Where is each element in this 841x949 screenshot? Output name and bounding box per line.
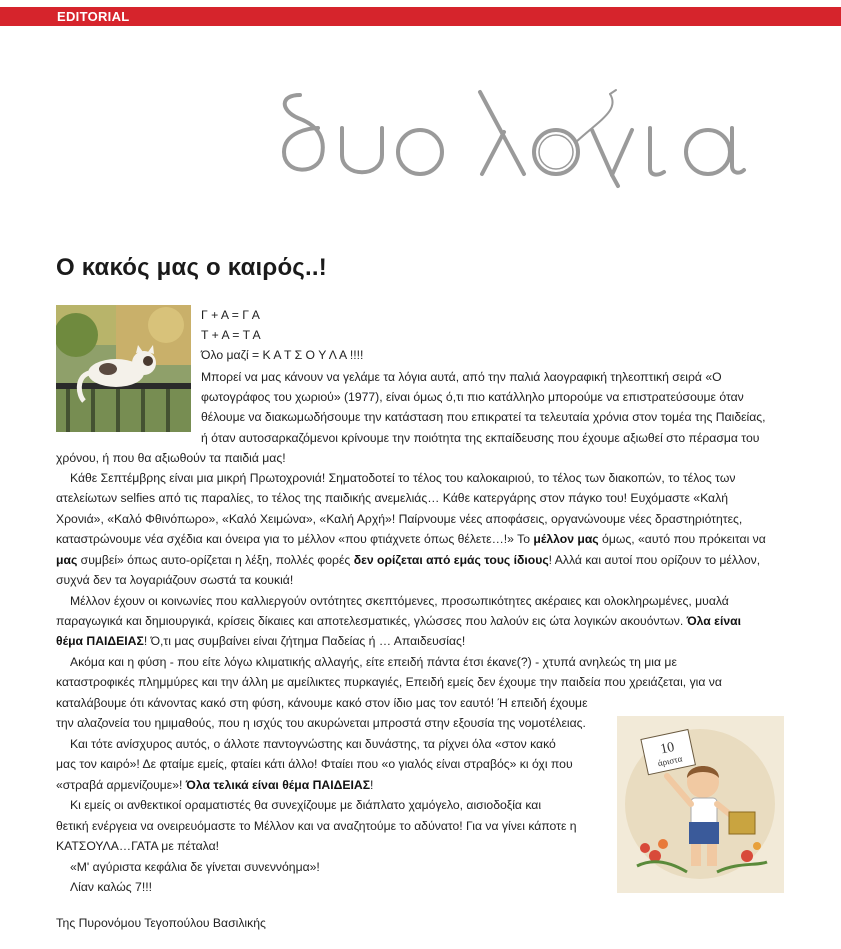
- card-word: άριστα: [656, 753, 684, 769]
- text-line: παραγωγικά και δημιουργικά, κρίσεις δίκαιες και αποτελεσματικές, γλώσσες που λαλούν εις ώτα λογικών ακουόντων. Όλα είναι: [56, 614, 742, 628]
- logo-text: δυο λόγια: [270, 187, 279, 189]
- text-line: Ακόμα και η φύση - που είτε λόγω κλιματικής αλλαγής, είτε επειδή πάντα έτσι έκανε(?) - χτυπά ανηλεώς τη μια με: [70, 655, 677, 669]
- text-line: Όλο μαζί = Κ Α Τ Σ Ο Υ Λ Α !!!!: [201, 348, 364, 362]
- text-line: Τ + Α = Τ Α: [201, 328, 261, 342]
- text-line: καταστροφικές πλημμύρες και την άλλη με αμείλικτες πυρκαγιές, Επειδή εμείς δεν έχουμε την παιδεία που χρειάζεται, για να: [56, 675, 722, 689]
- section-header-bar: [0, 7, 841, 26]
- text-line: Κάθε Σεπτέμβρης είναι μια μικρή Πρωτοχρονιά! Σηματοδοτεί το τέλος του καλοκαιριού, το τέλος των διακοπών, το τέλος των: [70, 471, 736, 485]
- text-line: καταστρώνουμε νέα σχέδια και όνειρα για το μέλλον «που φτιάχνετε όπως θέλετε…!» Το μέλλον μας όμως, «αυτό που πρόκειται να: [56, 532, 766, 546]
- text-line: θέμα ΠΑΙΔΕΙΑΣ! Ό,τι μας συμβαίνει είναι ζήτημα Παδείας ή … Απαιδευσίας!: [56, 634, 466, 648]
- text-line: θετική ενέργεια να ονειρευόμαστε το Μέλλον και να αναζητούμε το αδύνατο! Για να γίνει κάποτε η: [56, 819, 577, 833]
- text-line: συχνά δεν τα λογαριάζουν σωστά τα κουκιά!: [56, 573, 294, 587]
- text-line: Λίαν καλώς 7!!!: [70, 880, 152, 894]
- text-line: ή όταν αυτοσαρκαζόμενοι κρίνουμε την ποιότητα της εκπαίδευσης που έχουμε αξιωθεί στο πέρασμα του: [201, 431, 760, 445]
- text-line: «Μ' αγύριστα κεφάλια δε γίνεται συνεννόημα»!: [70, 860, 320, 874]
- text-line: χρόνου, ή που θα αξιωθούν τα παιδιά μας!: [56, 451, 286, 465]
- text-line: ατελείωτων selfies από τις παραλίες, το τέλος της παιδικής ανεμελιάς… Κάθε κατεργάρης στον πάγκο του! Ευχόμαστε «Καλή: [56, 491, 728, 505]
- logo-duo-logia: [270, 80, 770, 190]
- text-line: Μέλλον έχουν οι κοινωνίες που καλλιεργούν οντότητες σκεπτόμενες, προσωπικότητες ακέραιες και ολοκληρωμένες, μυαλά: [70, 594, 729, 608]
- text-line: Και τότε ανίσχυρος αυτός, ο άλλοτε παντογνώστης και δυνάστης, τα ρίχνει όλα «στον κακό: [70, 737, 556, 751]
- card-number: 10: [659, 739, 676, 758]
- cat-photo: [56, 305, 191, 432]
- text-line: μας συμβεί» όπως αυτο-ορίζεται η λέξη, πολλές φορές δεν ορίζεται από εμάς τους ίδιους! Αλλά και αυτοί που ορίζουν το μέλλον,: [56, 553, 761, 567]
- headline: Ο κακός μας ο καιρός..!: [56, 254, 327, 281]
- text-line: μας τον καιρό»! Δε φταίμε εμείς, φταίει κάτι άλλο! Φταίει που «ο γιαλός είναι στραβός» κι όχι που: [56, 757, 573, 771]
- text-line: καταλάβουμε ότι κάνοντας κακό στη φύση, κάνουμε κακό στον ίδιο μας τον εαυτό! Ή επειδή έχουμε: [56, 696, 588, 710]
- boy-illustration: [617, 716, 784, 893]
- section-label: EDITORIAL: [57, 9, 130, 24]
- text-line: Μπορεί να μας κάνουν να γελάμε τα λόγια αυτά, από την παλιά λαογραφική τηλεοπτική σειρά «Ο: [201, 370, 722, 384]
- text-line: Γ + Α = Γ Α: [201, 308, 260, 322]
- text-line: φωτογράφος του χωριού» (1977), είναι όμως ό,τι πιο κατάλληλο μπορούμε να επιστρατεύσουμε όταν: [201, 390, 744, 404]
- text-line: Κι εμείς οι ανθεκτικοί οραματιστές θα συνεχίζουμε με διάπλατο χαμόγελο, αισιοδοξία και: [70, 798, 542, 812]
- text-line: ΚΑΤΣΟΥΛΑ…ΓΑΤΑ με πέταλα!: [56, 839, 220, 853]
- author-signature: Της Πυρονόμου Τεγοπούλου Βασιλικής: [56, 916, 266, 930]
- text-line: την αλαζονεία του ημιμαθούς, που η ισχύς του ακυρώνεται μπροστά στην εξουσία της νομοτέλειας.: [56, 716, 586, 730]
- text-line: «στραβά αρμενίζουμε»! Όλα τελικά είναι θέμα ΠΑΙΔΕΙΑΣ!: [56, 778, 374, 792]
- text-line: θέλουμε να διακωμωδήσουμε την κατάσταση που επικρατεί τα τελευταία χρόνια στον τομέα της Παιδείας,: [201, 410, 766, 424]
- text-line: Χρονιά», «Καλό Φθινόπωρο», «Καλό Χειμώνα», «Καλή Αρχή»! Παίρνουμε νέες αποφάσεις, οργανώνουμε νέες δραστηριότητες,: [56, 512, 743, 526]
